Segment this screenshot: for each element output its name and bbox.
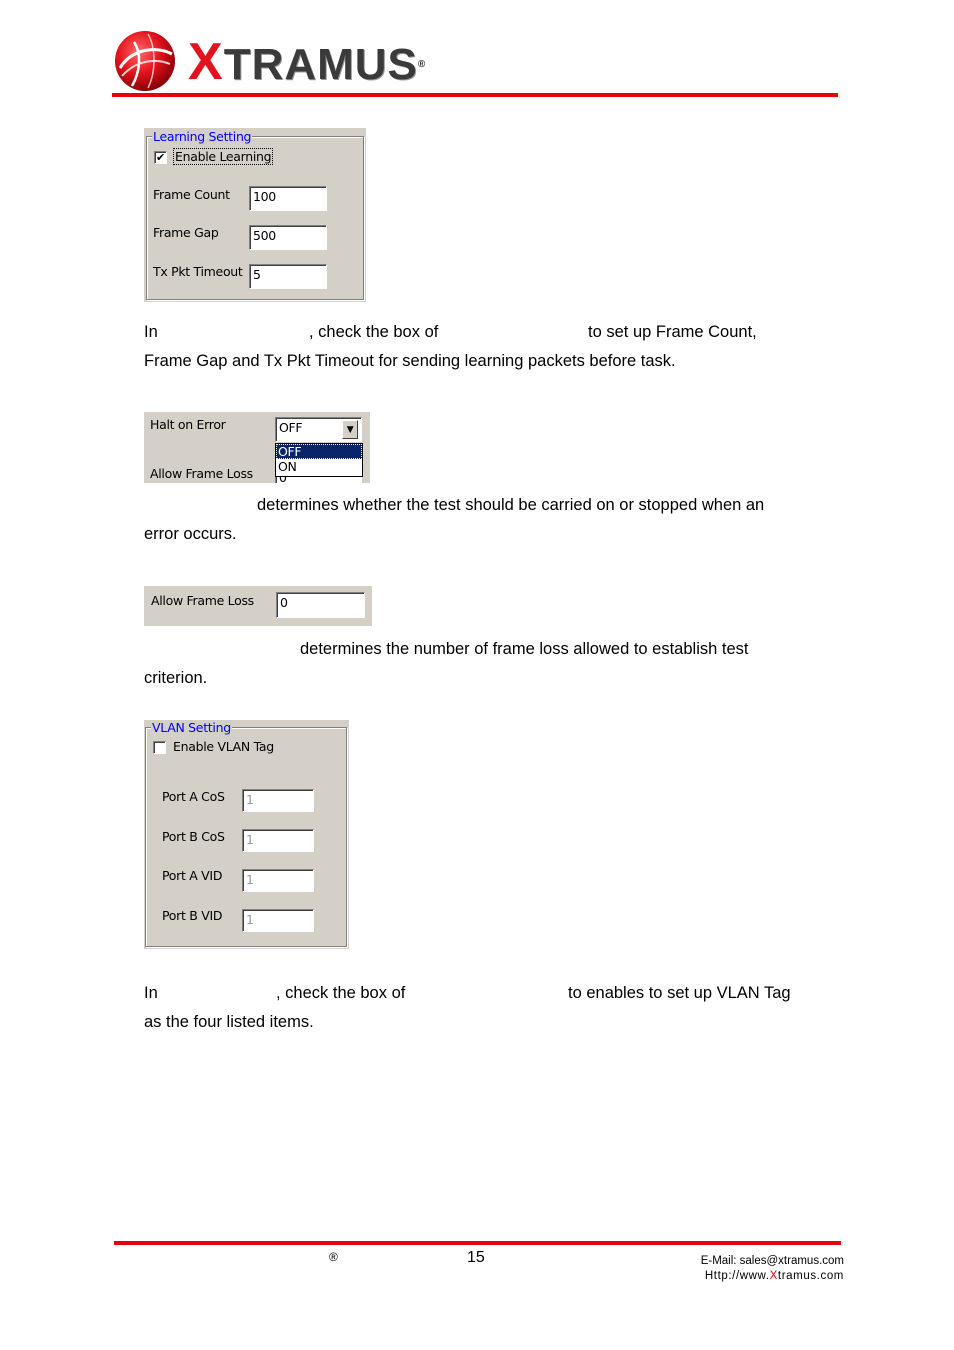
logo bbox=[112, 28, 442, 94]
learning-setting-screenshot bbox=[144, 128, 366, 302]
brand-registered: ® bbox=[417, 59, 427, 70]
port-a-vid-label: Port A VID bbox=[162, 868, 223, 883]
learning-para-setup: to set up Frame Count, bbox=[588, 323, 757, 341]
footer-email: E-Mail: sales@xtramus.com bbox=[700, 1255, 844, 1267]
frame-loss-paragraph bbox=[144, 635, 844, 692]
halt-on-error-select[interactable]: OFF bbox=[275, 417, 362, 442]
halt-dropdown-list bbox=[275, 443, 363, 477]
page-number: 15 bbox=[467, 1249, 485, 1266]
frame-gap-label: Frame Gap bbox=[153, 225, 219, 240]
port-b-cos-label: Port B CoS bbox=[162, 829, 225, 844]
brand-wordmark bbox=[188, 33, 427, 91]
halt-para-line2: error occurs. bbox=[144, 524, 237, 543]
allow-frame-loss-input[interactable]: 0 bbox=[276, 592, 365, 618]
footer-url-suffix: tramus.com bbox=[777, 1270, 844, 1282]
vlan-para-line2: as the four listed items. bbox=[144, 1012, 314, 1031]
xtramus-globe-icon bbox=[112, 28, 178, 94]
chevron-down-icon[interactable]: ▼ bbox=[342, 420, 358, 439]
tx-pkt-timeout-label: Tx Pkt Timeout bbox=[153, 264, 243, 279]
tx-pkt-timeout-input[interactable]: 5 bbox=[249, 264, 327, 289]
allow-frame-loss-label: Allow Frame Loss bbox=[151, 593, 254, 608]
port-a-cos-label: Port A CoS bbox=[162, 789, 225, 804]
learning-para-in: In bbox=[144, 323, 158, 341]
footer-url[interactable] bbox=[620, 1269, 844, 1284]
port-b-cos-input[interactable]: 1 bbox=[242, 829, 314, 852]
learning-paragraph bbox=[144, 318, 844, 375]
allow-frame-loss-screenshot bbox=[144, 586, 372, 626]
learning-setting-legend: Learning Setting bbox=[153, 129, 252, 144]
port-a-cos-input[interactable]: 1 bbox=[242, 789, 314, 812]
vlan-paragraph bbox=[144, 979, 844, 1036]
learning-para-checkbox: , check the box of bbox=[309, 323, 439, 341]
footer-url-prefix: Http://www. bbox=[704, 1270, 770, 1282]
vlan-para-in: In bbox=[144, 984, 158, 1002]
vlan-setting-legend: VLAN Setting bbox=[152, 720, 231, 735]
brand-x: X bbox=[188, 33, 224, 91]
port-b-vid-input[interactable]: 1 bbox=[242, 909, 314, 932]
vlan-setting-screenshot bbox=[144, 720, 349, 949]
frame-gap-input[interactable]: 500 bbox=[249, 225, 327, 250]
halt-on-error-label: Halt on Error bbox=[150, 417, 226, 432]
halt-paragraph bbox=[144, 491, 844, 548]
footer-registered-mark: ® bbox=[329, 1250, 338, 1264]
brand-rest: TRAMUS bbox=[223, 40, 418, 89]
halt-option-off[interactable]: OFF bbox=[276, 444, 362, 459]
frame-loss-para-line1: determines the number of frame loss allowed to establish test bbox=[300, 640, 749, 658]
allow-frame-loss-label-behind: Allow Frame Loss bbox=[150, 466, 253, 481]
footer-rule bbox=[114, 1241, 841, 1245]
learning-para-line2: Frame Gap and Tx Pkt Timeout for sending learning packets before task. bbox=[144, 351, 676, 370]
frame-loss-para-line2: criterion. bbox=[144, 668, 208, 687]
enable-vlan-tag-label[interactable]: Enable VLAN Tag bbox=[173, 739, 274, 754]
enable-learning-label[interactable]: Enable Learning bbox=[175, 149, 272, 164]
header-rule bbox=[112, 93, 838, 97]
enable-learning-checkbox[interactable]: ✔ bbox=[154, 151, 167, 164]
vlan-para-checkbox: , check the box of bbox=[276, 984, 406, 1002]
frame-count-input[interactable]: 100 bbox=[249, 186, 327, 211]
vlan-para-setup: to enables to set up VLAN Tag bbox=[568, 984, 791, 1002]
enable-vlan-tag-checkbox[interactable] bbox=[153, 741, 166, 754]
port-a-vid-input[interactable]: 1 bbox=[242, 869, 314, 892]
frame-count-label: Frame Count bbox=[153, 187, 230, 202]
halt-on-error-screenshot bbox=[144, 412, 370, 483]
footer-contact bbox=[620, 1254, 844, 1284]
halt-para-line1: determines whether the test should be carried on or stopped when an bbox=[257, 496, 765, 514]
footer-url-x: X bbox=[769, 1270, 778, 1282]
port-b-vid-label: Port B VID bbox=[162, 908, 223, 923]
halt-option-on[interactable]: ON bbox=[278, 459, 297, 474]
